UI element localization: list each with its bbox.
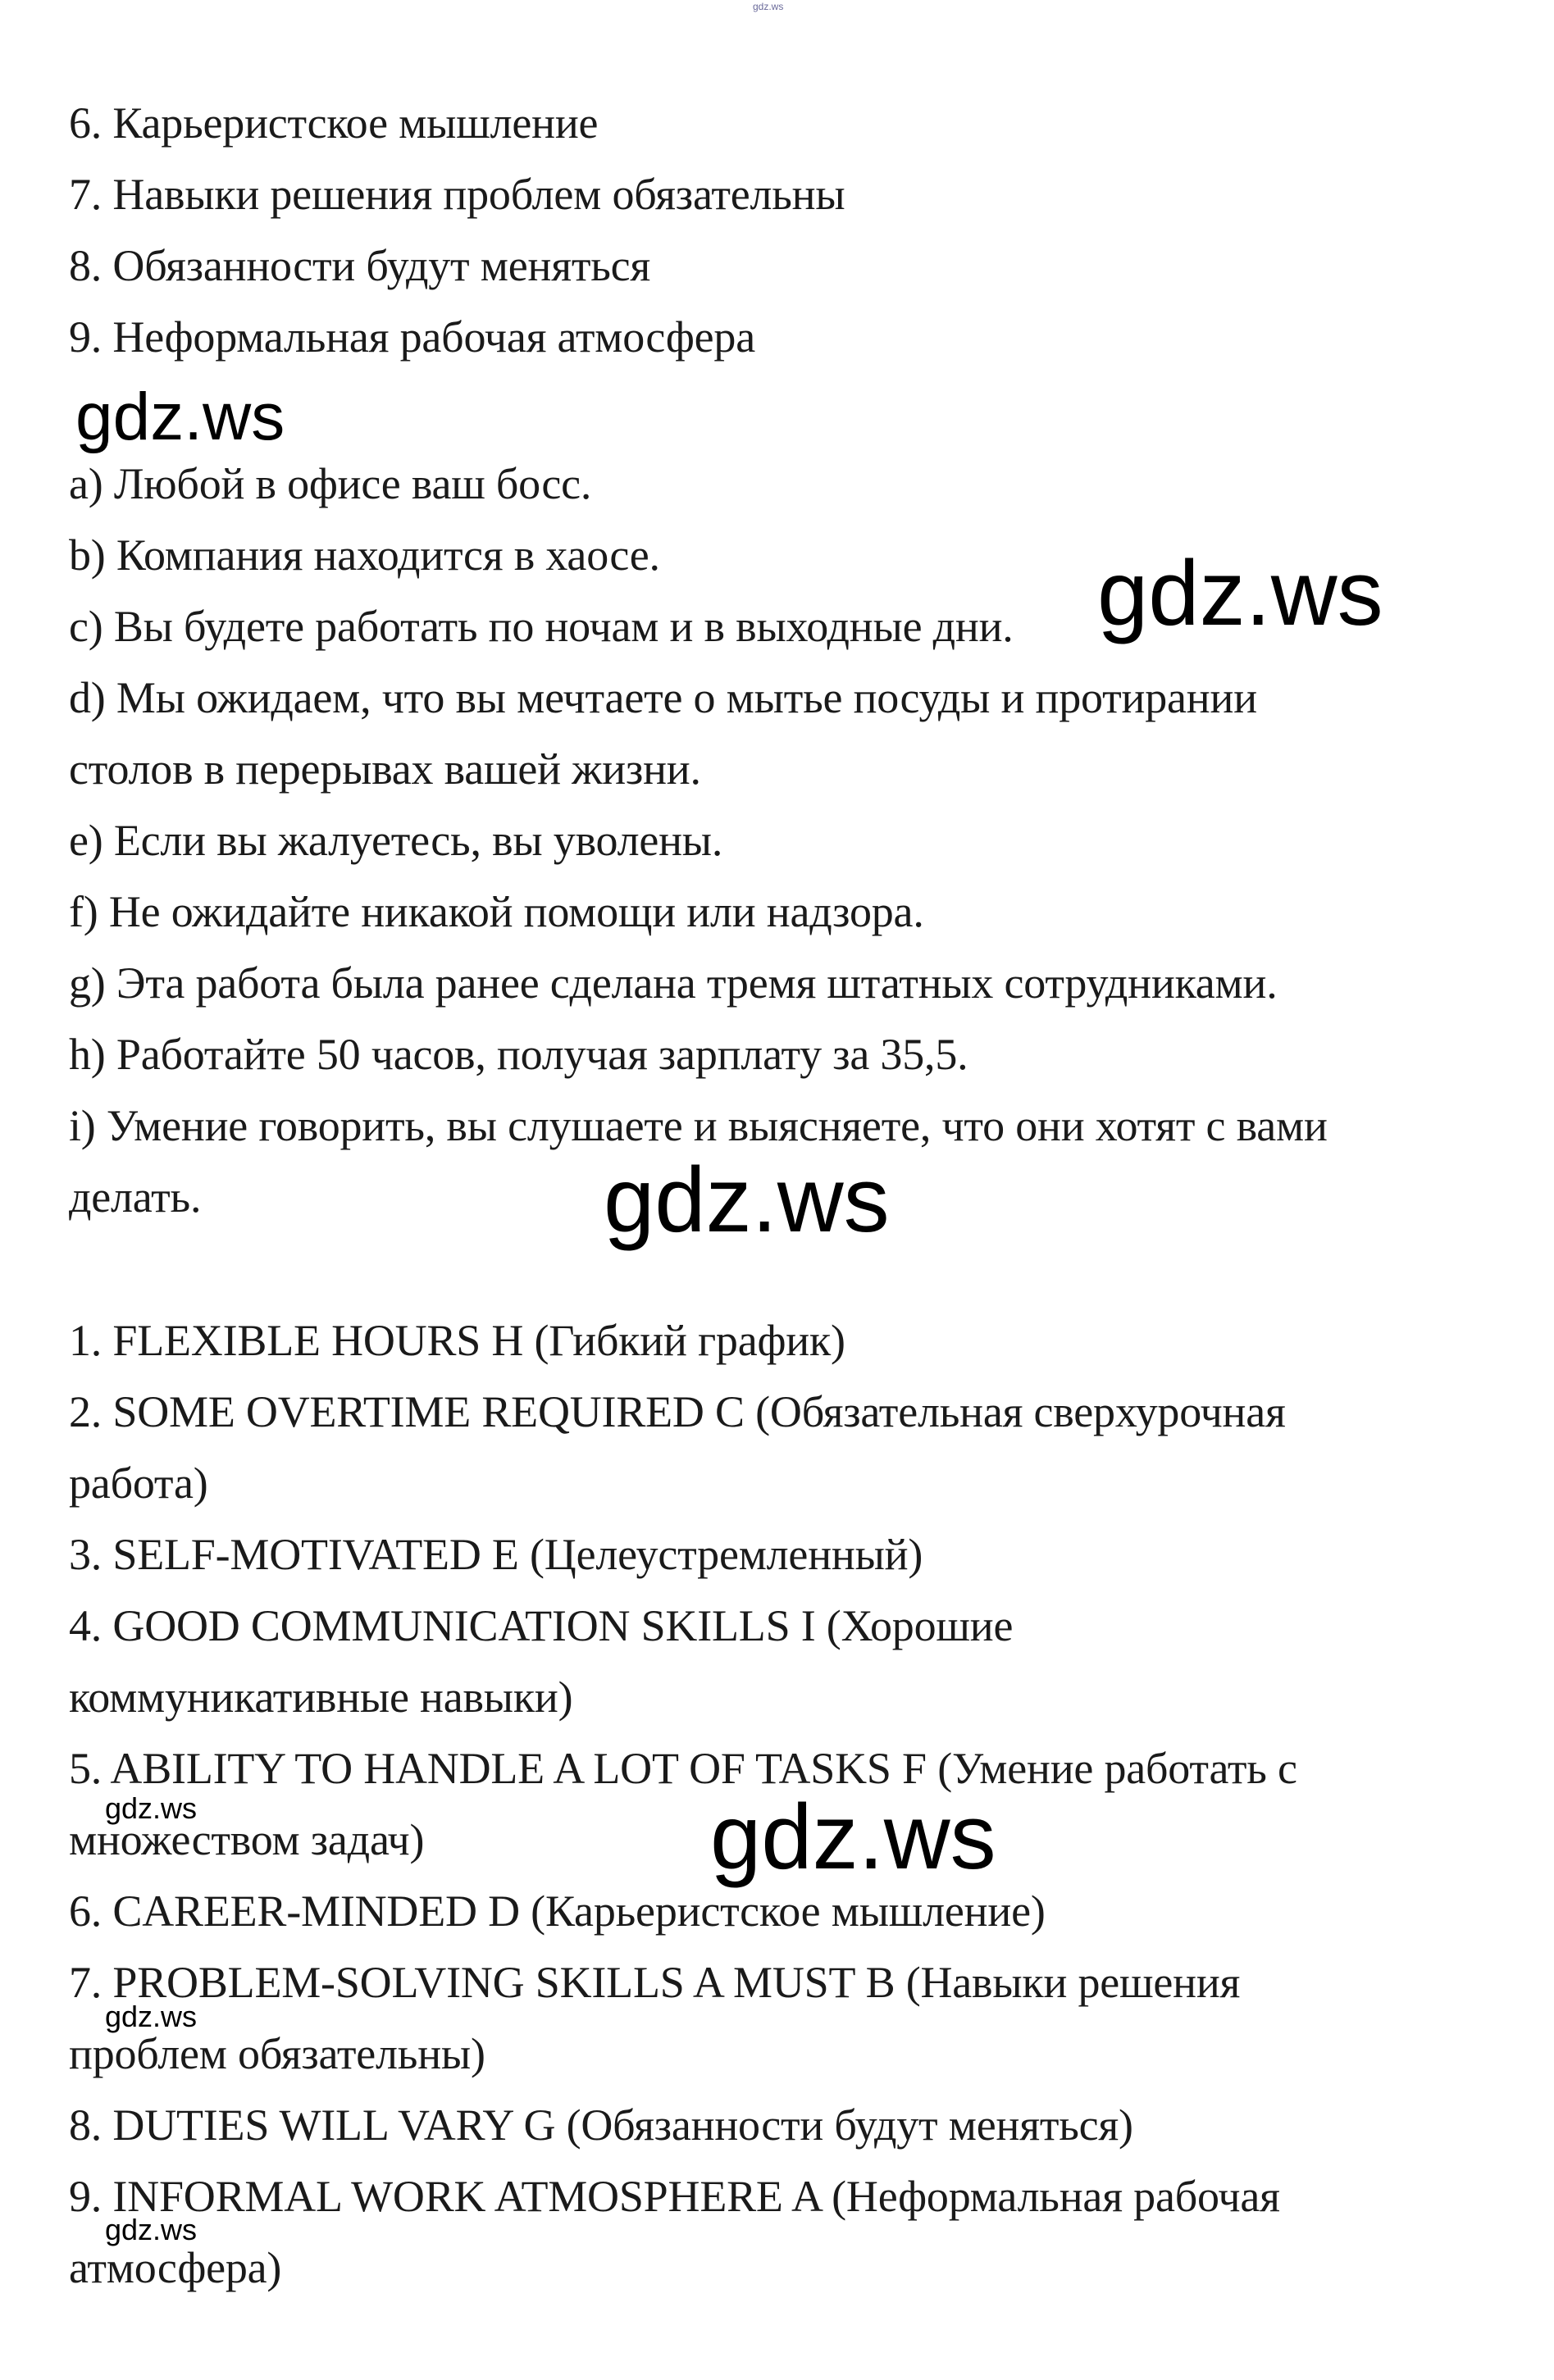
watermark-top: gdz.ws [753,1,784,12]
list3-item: 9. INFORMAL WORK ATMOSPHERE A (Неформальная рабочая [69,2172,1280,2221]
watermark: gdz.ws [604,1149,890,1251]
watermark: gdz.ws [1097,542,1383,644]
list1-item: 8. Обязанности будут меняться [69,241,651,290]
list2-item: d) Мы ожидаем, что вы мечтаете о мытье посуды и протирании [69,673,1257,722]
list3-item: проблем обязательны) [69,2029,485,2078]
list2-item: f) Не ожидайте никакой помощи или надзора. [69,887,924,936]
list3-item: 3. SELF-MOTIVATED E (Целеустремленный) [69,1530,923,1579]
list1-item: 6. Карьеристское мышление [69,98,599,148]
list1-item: 9. Неформальная рабочая атмосфера [69,312,755,362]
list1-item: 7. Навыки решения проблем обязательны [69,170,845,219]
watermark: gdz.ws [105,1791,198,1825]
list2-item: делать. [69,1172,202,1222]
list3-item: 6. CAREER-MINDED D (Карьеристское мышление) [69,1886,1046,1936]
list3-item: 4. GOOD COMMUNICATION SKILLS I (Хорошие [69,1601,1014,1650]
watermark: gdz.ws [75,380,285,454]
list3-item: 2. SOME OVERTIME REQUIRED C (Обязательная сверхурочная [69,1387,1286,1436]
list3-item: множеством задач) [69,1815,425,1864]
list2-item: b) Компания находится в хаосе. [69,530,660,580]
list3-item: работа) [69,1458,208,1508]
list3-item: атмосфера) [69,2243,282,2292]
list2-item: g) Эта работа была ранее сделана тремя штатных сотрудниками. [69,958,1278,1008]
list3-item: 5. ABILITY TO HANDLE A LOT OF TASKS F (Умение работать с [69,1744,1297,1793]
list2-item: c) Вы будете работать по ночам и в выходные дни. [69,602,1014,651]
watermark: gdz.ws [710,1786,996,1888]
list3-item: 7. PROBLEM-SOLVING SKILLS A MUST B (Навыки решения [69,1958,1241,2007]
watermark: gdz.ws [105,2000,198,2033]
watermark: gdz.ws [105,2213,198,2246]
list2-item: столов в перерывах вашей жизни. [69,744,701,794]
list3-item: 1. FLEXIBLE HOURS H (Гибкий график) [69,1316,845,1365]
list2-item: h) Работайте 50 часов, получая зарплату за 35,5. [69,1030,968,1079]
list2-item: i) Умение говорить, вы слушаете и выясняете, что они хотят с вами [69,1101,1328,1150]
list2-item: a) Любой в офисе ваш босс. [69,459,592,508]
list3-item: 8. DUTIES WILL VARY G (Обязанности будут меняться) [69,2100,1133,2150]
list3-item: коммуникативные навыки) [69,1672,573,1722]
list2-item: e) Если вы жалуетесь, вы уволены. [69,816,723,865]
